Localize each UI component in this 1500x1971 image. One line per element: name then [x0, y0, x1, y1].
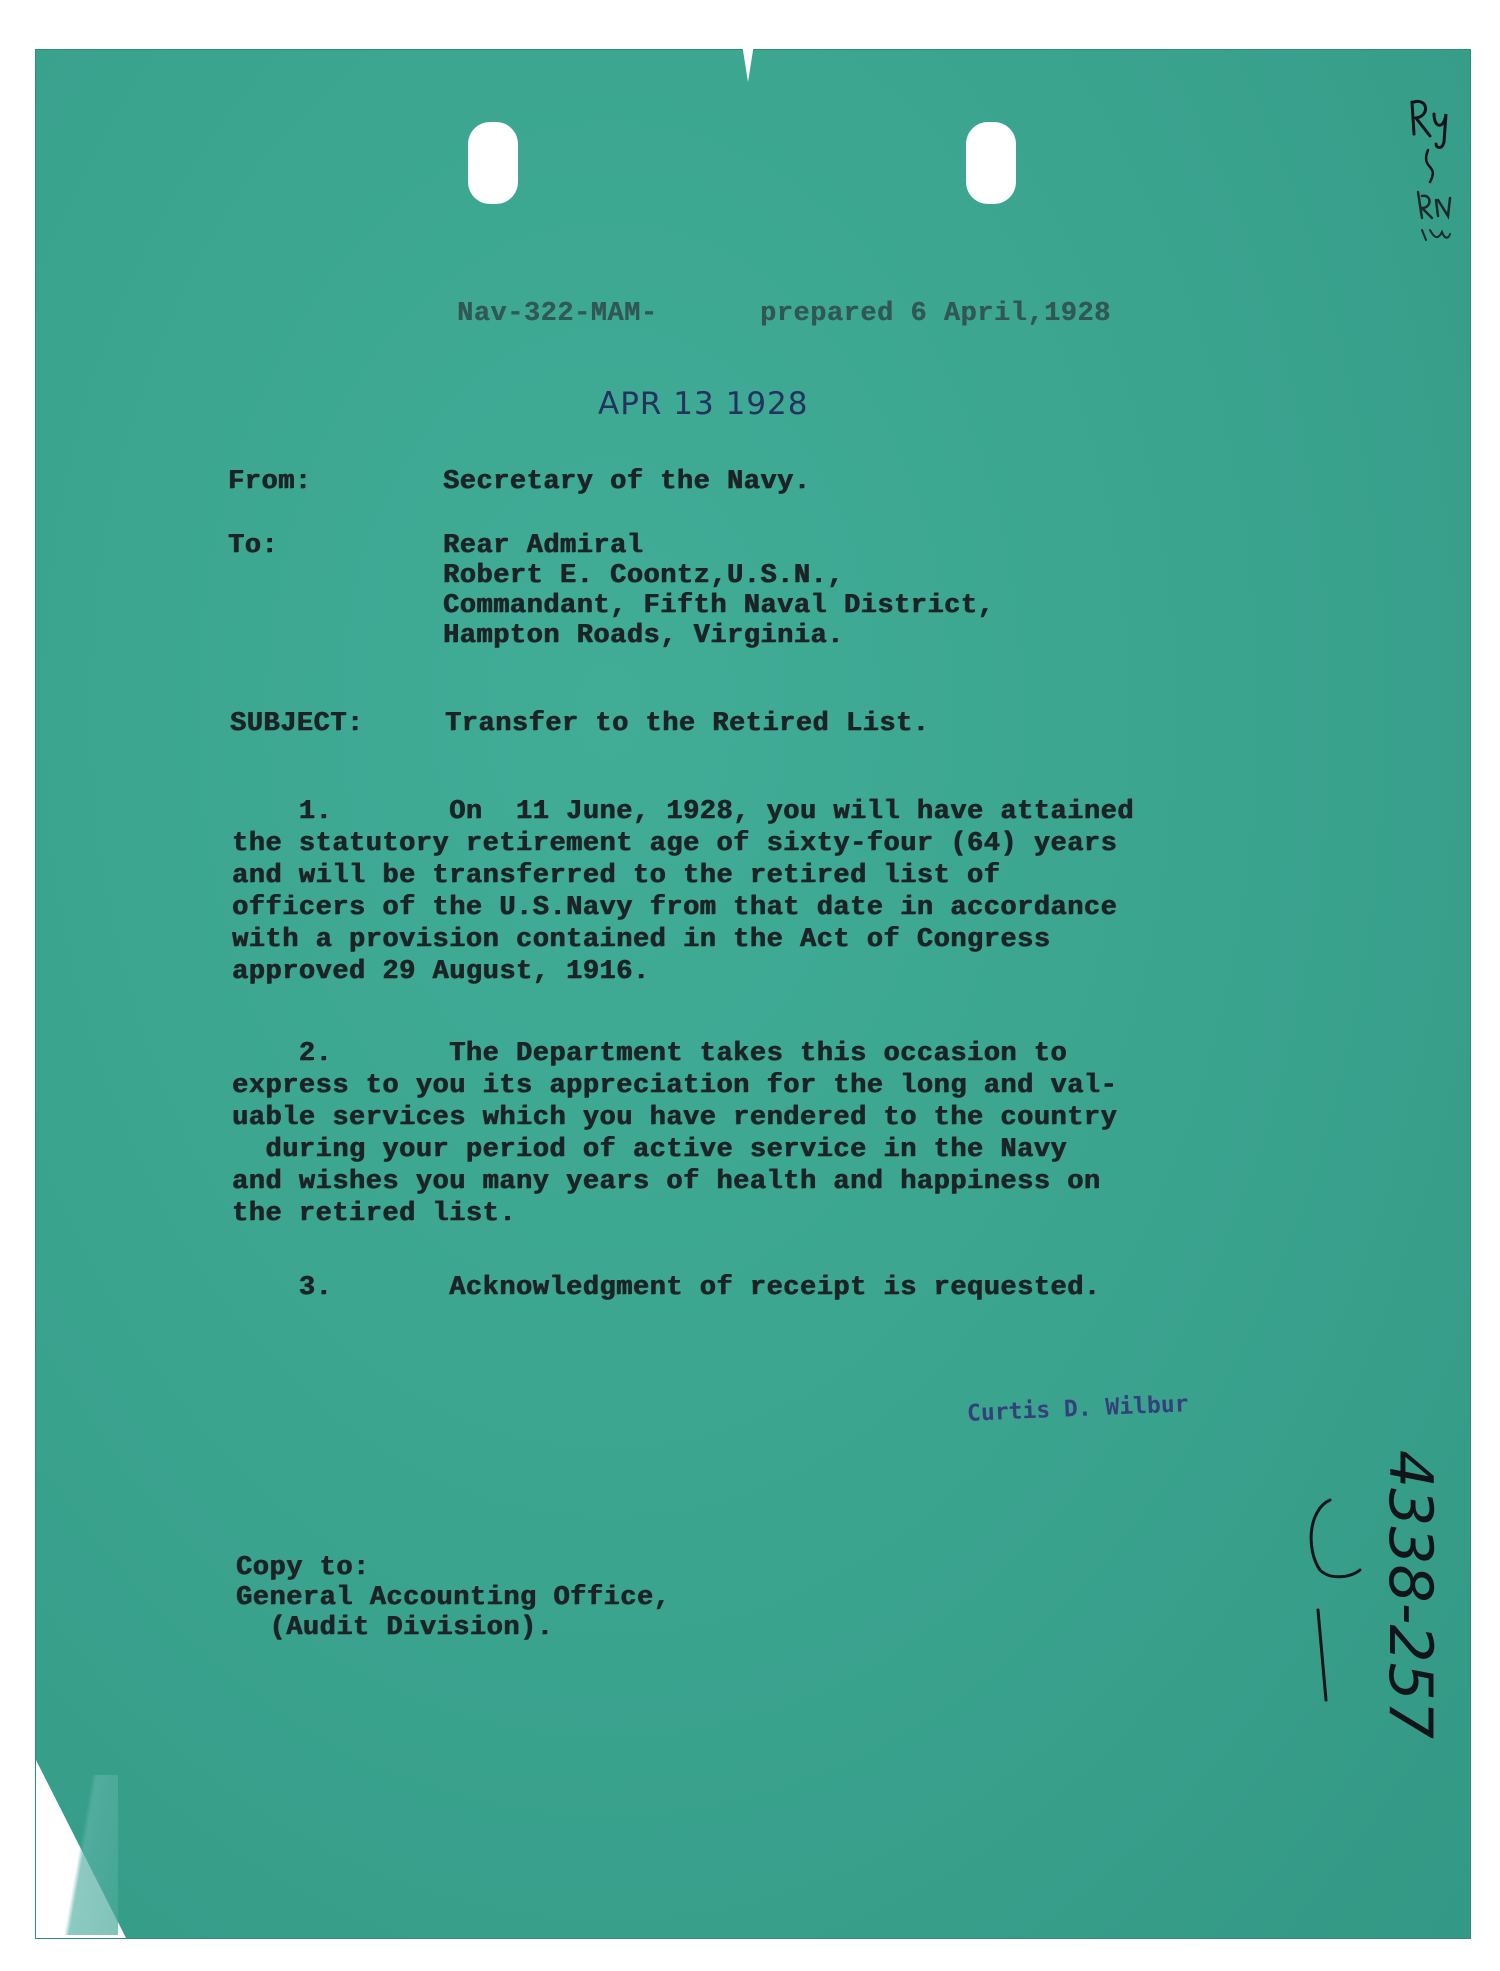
paragraph-line: officers of the U.S.Navy from that date in accordance — [232, 893, 1118, 923]
copy-to-line: Copy to: — [236, 1553, 370, 1583]
to-label: To: — [228, 531, 279, 561]
paragraph-line: and wishes you many years of health and happiness on — [232, 1167, 1101, 1197]
received-date-stamp: APR 13 1928 — [598, 386, 809, 422]
handwritten-file-number — [1290, 1430, 1450, 1739]
to-line: Commandant, Fifth Naval District, — [443, 591, 995, 621]
paragraph-line: and will be transferred to the retired list of — [232, 861, 1001, 891]
to-line: Rear Admiral — [443, 531, 644, 561]
top-notch — [742, 44, 754, 82]
from-label: From: — [228, 467, 312, 497]
subject-label: SUBJECT: — [230, 709, 364, 739]
letter-sheet — [36, 50, 1470, 1938]
paragraph-2 — [232, 1038, 1192, 1230]
copy-to-line: (Audit Division). — [236, 1613, 554, 1643]
paragraph-line: uable services which you have rendered to the country — [232, 1103, 1118, 1133]
paragraph-line: the retired list. — [232, 1199, 516, 1229]
to-line: Robert E. Coontz,U.S.N., — [443, 561, 844, 591]
paragraph-3 — [232, 1272, 1192, 1304]
paragraph-line: 2. The Department takes this occasion to — [232, 1039, 1068, 1069]
paragraph-line: 3. Acknowledgment of receipt is requested. — [232, 1273, 1101, 1303]
paragraph-line: with a provision contained in the Act of Congress — [232, 925, 1051, 955]
margin-note-text: 4338-257 — [1375, 1450, 1445, 1739]
folded-corner-edge — [48, 1775, 118, 1935]
paragraph-line: approved 29 August, 1916. — [232, 957, 650, 987]
handwritten-initials — [1400, 90, 1470, 250]
prepared-date: prepared 6 April,1928 — [760, 299, 1111, 329]
paragraph-line: the statutory retirement age of sixty-four (64) years — [232, 829, 1118, 859]
paragraph-line: 1. On 11 June, 1928, you will have attained — [232, 797, 1134, 827]
signature-stamp: Curtis D. Wilbur — [966, 1391, 1190, 1427]
file-reference: Nav-322-MAM- — [457, 299, 658, 329]
paragraph-line: express to you its appreciation for the long and val- — [232, 1071, 1118, 1101]
paragraph-1 — [232, 796, 1192, 988]
copy-to-line: General Accounting Office, — [236, 1583, 671, 1613]
subject-value: Transfer to the Retired List. — [445, 709, 930, 739]
paragraph-line: during your period of active service in the Navy — [232, 1135, 1068, 1165]
from-value: Secretary of the Navy. — [443, 467, 811, 497]
punch-hole-left — [468, 122, 518, 204]
to-line: Hampton Roads, Virginia. — [443, 621, 844, 651]
punch-hole-right — [966, 122, 1016, 204]
